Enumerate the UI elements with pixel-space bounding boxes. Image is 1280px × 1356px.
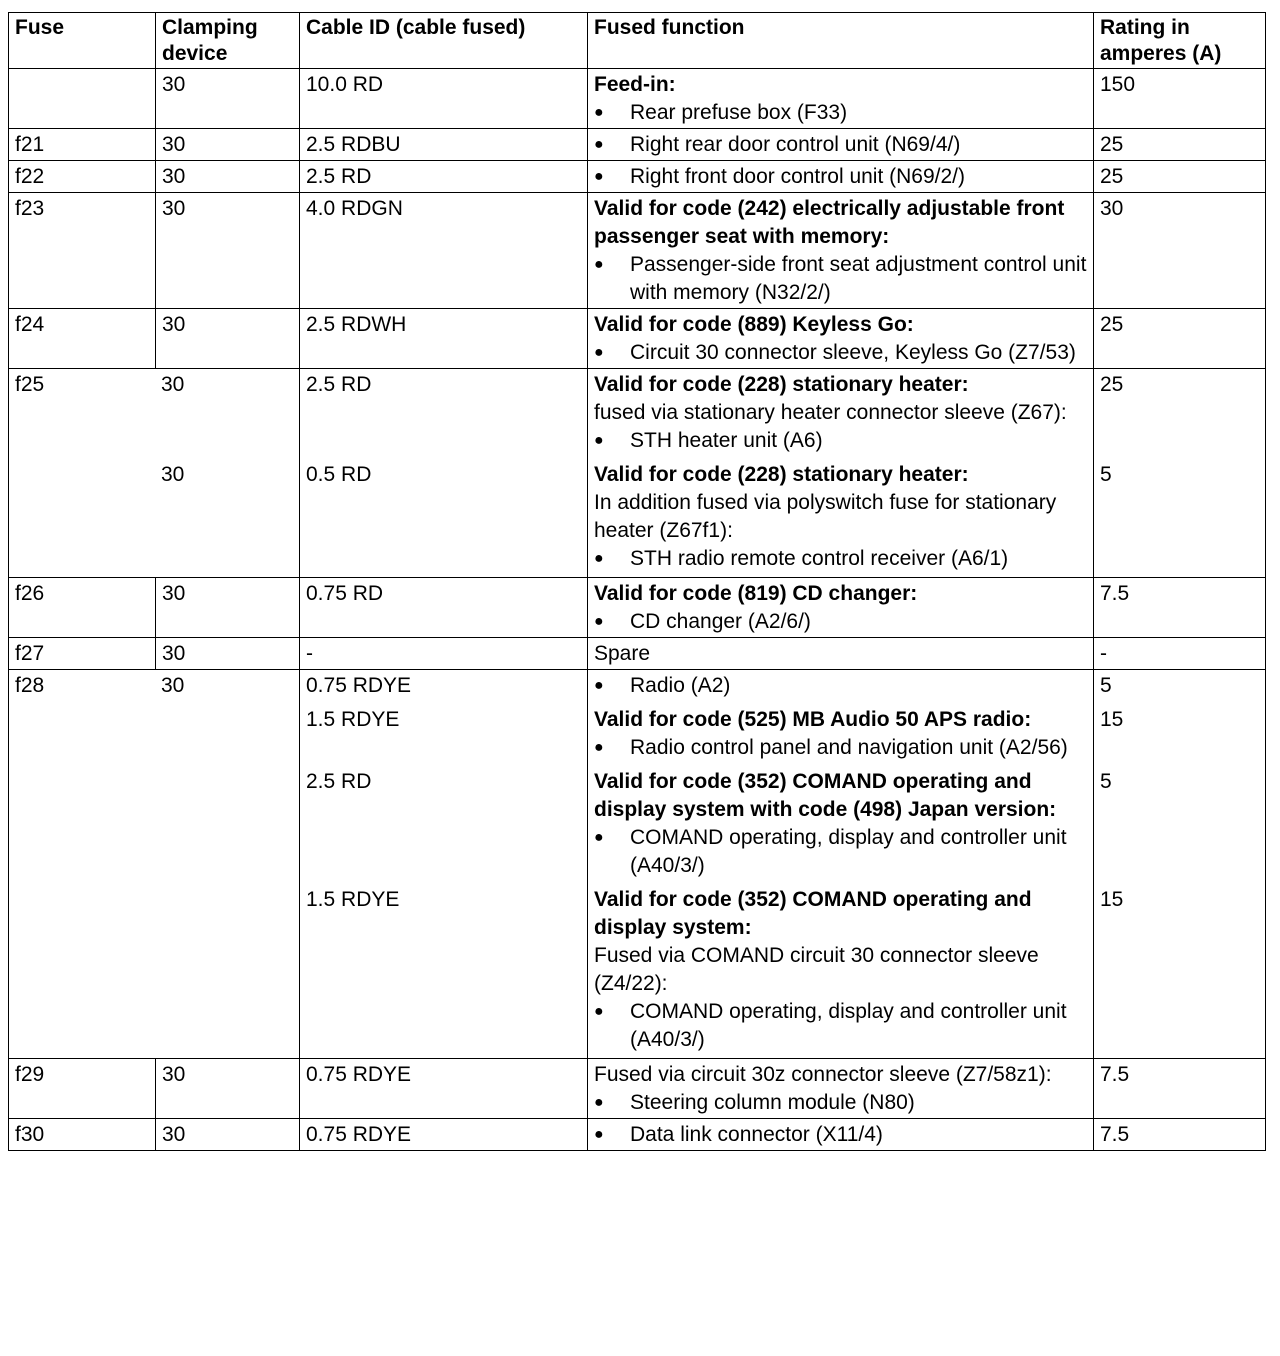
rating-cell: 7.5 [1093,1119,1266,1150]
rating-cell: - [1093,638,1266,669]
cable-id-cell: 2.5 RDWH [299,309,587,368]
bullet-icon: ● [594,344,604,361]
bullet-text: CD changer (A2/6/) [630,610,811,633]
bullet-text: COMAND operating, display and controller unit (A40/3/) [630,1000,1067,1051]
header-clamping-device: Clamping device [155,13,299,68]
fuse-cell: f24 [8,309,155,368]
fuse-cell: f25 [8,369,155,577]
table-row [8,128,1266,160]
header-fused-function: Fused function [587,13,1093,68]
bullet-item [594,824,1087,880]
table-row [8,577,1266,637]
fused-function-cell [587,766,1093,884]
fused-function-cell [587,1119,1093,1150]
fused-function-cell [587,704,1093,766]
header-rating: Rating in amperes (A) [1093,13,1266,68]
cable-id-cell: 2.5 RDBU [299,129,587,160]
bullet-item [594,998,1087,1054]
fused-function-cell [587,459,1093,577]
clamping-cell [155,766,299,884]
bullet-text: Circuit 30 connector sleeve, Keyless Go (Z7/53) [630,341,1076,364]
fused-function-cell [587,369,1093,459]
rating-cell: 5 [1093,459,1266,577]
fused-function-cell [587,309,1093,368]
function-text: Fused via circuit 30z connector sleeve (Z7/58z1): [594,1063,1052,1086]
fused-function-cell [587,578,1093,637]
table-row [8,637,1266,669]
cable-id-cell: 4.0 RDGN [299,193,587,308]
bullet-item [594,734,1087,762]
fuse-cell: f26 [8,578,155,637]
clamping-cell: 30 [155,638,299,669]
function-heading: Valid for code (228) stationary heater: [594,373,969,396]
cable-id-cell: 0.75 RDYE [299,670,587,704]
function-heading: Valid for code (242) electrically adjustable front passenger seat with memory: [594,197,1065,248]
bullet-text: Passenger-side front seat adjustment control unit with memory (N32/2/) [630,253,1087,304]
bullet-icon: ● [594,829,604,846]
bullet-text: Radio (A2) [630,674,731,697]
bullet-icon: ● [594,432,604,449]
bullet-text: Data link connector (X11/4) [630,1123,883,1146]
function-heading: Valid for code (352) COMAND operating and display system with code (498) Japan version: [594,770,1057,821]
bullet-icon: ● [594,613,604,630]
fuse-cell: f29 [8,1059,155,1118]
fused-function-cell [587,161,1093,192]
bullet-icon: ● [594,1094,604,1111]
bullet-item [594,339,1087,367]
cable-id-cell: 2.5 RD [299,161,587,192]
clamping-cell: 30 [155,69,299,128]
fuse-cell [8,69,155,128]
fused-function-cell [587,69,1093,128]
function-heading: Valid for code (352) COMAND operating and display system: [594,888,1032,939]
table-row [8,669,1266,1058]
bullet-item [594,163,1087,191]
cable-id-cell: 0.75 RDYE [299,1059,587,1118]
clamping-cell [155,884,299,1058]
clamping-cell: 30 [161,373,185,396]
bullet-item [594,99,1087,127]
bullet-icon: ● [594,1126,604,1143]
rating-cell: 15 [1093,704,1266,766]
function-text: Spare [594,642,651,665]
rating-cell: 5 [1093,766,1266,884]
sub-rows [155,670,1266,1058]
rating-cell: 15 [1093,884,1266,1058]
fused-function-cell [587,638,1093,669]
bullet-text: COMAND operating, display and controller unit (A40/3/) [630,826,1067,877]
bullet-icon: ● [594,104,604,121]
fuse-table [8,12,1266,1151]
bullet-text: STH radio remote control receiver (A6/1) [630,547,1009,570]
function-heading: Feed-in: [594,73,676,96]
fused-function-cell [587,1059,1093,1118]
bullet-icon: ● [594,677,604,694]
fused-function-cell [587,129,1093,160]
bullet-item [594,672,1087,700]
bullet-item [594,608,1087,636]
function-heading: Valid for code (525) MB Audio 50 APS radio: [594,708,1032,731]
table-row [8,1058,1266,1118]
clamping-cell: 30 [155,578,299,637]
table-row [8,160,1266,192]
cable-id-cell: 0.75 RD [299,578,587,637]
rating-cell: 5 [1093,670,1266,704]
bullet-item [594,251,1087,307]
cable-id-cell: 0.5 RD [299,459,587,577]
rating-cell: 25 [1093,161,1266,192]
clamping-cell: 30 [155,309,299,368]
bullet-item [594,545,1087,573]
cable-id-cell: 2.5 RD [299,369,587,459]
bullet-text: STH heater unit (A6) [630,429,823,452]
function-heading: Valid for code (819) CD changer: [594,582,918,605]
bullet-item [594,1121,1087,1149]
cable-id-cell: 10.0 RD [299,69,587,128]
table-row [8,1118,1266,1151]
bullet-item [594,1089,1087,1117]
rating-cell: 25 [1093,369,1266,459]
function-text: fused via stationary heater connector sleeve (Z67): [594,401,1067,424]
clamping-cell: 30 [161,674,185,697]
table-row [8,368,1266,577]
fused-function-cell [587,193,1093,308]
clamping-cell: 30 [155,1119,299,1150]
fused-function-cell [587,670,1093,704]
clamping-cell: 30 [155,1059,299,1118]
cable-id-cell: 1.5 RDYE [299,884,587,1058]
fuse-cell: f22 [8,161,155,192]
function-text: Fused via COMAND circuit 30 connector sleeve (Z4/22): [594,944,1039,995]
function-heading: Valid for code (889) Keyless Go: [594,313,914,336]
cable-id-cell: 2.5 RD [299,766,587,884]
clamping-cell: 30 [155,161,299,192]
rating-cell: 25 [1093,129,1266,160]
bullet-item [594,427,1087,455]
rating-cell: 25 [1093,309,1266,368]
sub-rows [155,369,1266,577]
fused-function-cell [587,884,1093,1058]
rating-cell: 7.5 [1093,578,1266,637]
header-fuse: Fuse [8,13,155,68]
function-text: In addition fused via polyswitch fuse for stationary heater (Z67f1): [594,491,1057,542]
bullet-item [594,131,1087,159]
fuse-cell: f28 [8,670,155,1058]
fuse-cell: f23 [8,193,155,308]
fuse-cell: f27 [8,638,155,669]
bullet-icon: ● [594,550,604,567]
cable-id-cell: 0.75 RDYE [299,1119,587,1150]
rating-cell: 150 [1093,69,1266,128]
bullet-icon: ● [594,739,604,756]
rating-cell: 7.5 [1093,1059,1266,1118]
bullet-icon: ● [594,1003,604,1020]
clamping-cell: 30 [155,193,299,308]
bullet-text: Right rear door control unit (N69/4/) [630,133,961,156]
function-heading: Valid for code (228) stationary heater: [594,463,969,486]
cable-id-cell: - [299,638,587,669]
fuse-cell: f30 [8,1119,155,1150]
clamping-cell: 30 [161,463,185,486]
header-cable-id: Cable ID (cable fused) [299,13,587,68]
table-row [8,68,1266,128]
clamping-cell: 30 [155,129,299,160]
bullet-text: Steering column module (N80) [630,1091,915,1114]
bullet-text: Rear prefuse box (F33) [630,101,848,124]
bullet-icon: ● [594,256,604,273]
table-header [8,12,1266,68]
table-row [8,192,1266,308]
clamping-cell [155,704,299,766]
table-row [8,308,1266,368]
table-body [8,68,1266,1151]
bullet-icon: ● [594,136,604,153]
bullet-text: Right front door control unit (N69/2/) [630,165,965,188]
cable-id-cell: 1.5 RDYE [299,704,587,766]
rating-cell: 30 [1093,193,1266,308]
bullet-text: Radio control panel and navigation unit (A2/56) [630,736,1068,759]
bullet-icon: ● [594,168,604,185]
fuse-cell: f21 [8,129,155,160]
